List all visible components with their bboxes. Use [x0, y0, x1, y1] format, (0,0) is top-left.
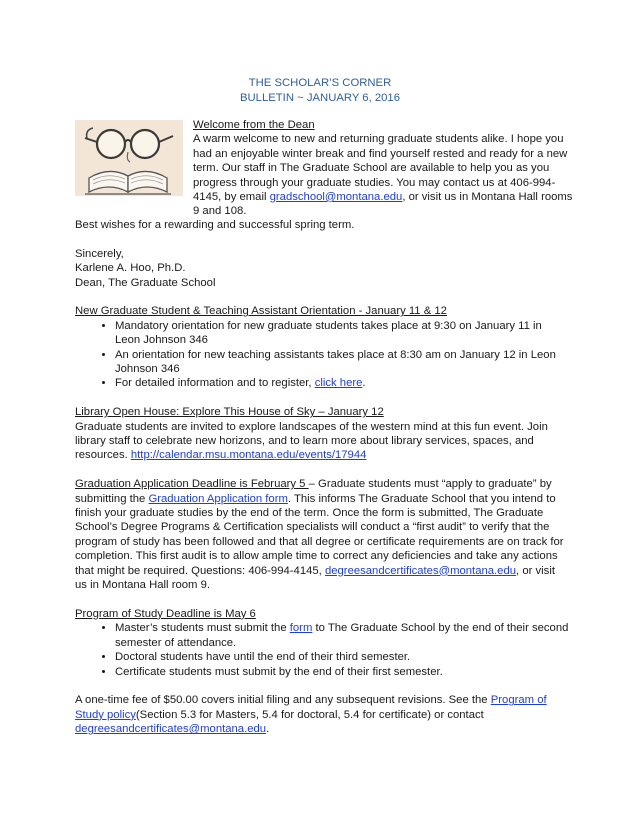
dean-title: Dean, The Graduate School — [75, 276, 216, 289]
welcome-heading: Welcome from the Dean — [193, 119, 315, 131]
list-item: • Doctoral students have until the end of their third semester. — [115, 650, 570, 664]
library-heading: Library Open House: Explore This House of Sky – January 12 — [75, 406, 384, 419]
graduation-text-2: . This informs The Graduate School that you intend to finish your graduate studies by the end of the term. Once the form is submitted, The Graduate School’s Degree Programs & Certification specialists will conduct a “first audit” to verify that the program of study has been followed and that all degree or certificate requirements are on track for completion. This first audit is to allow ample time to correct any deficiencies and take any actions that might be required. Questions: 406-994-4145, — [75, 492, 564, 577]
list-item: • Mandatory orientation for new graduate students takes place at 9:30 on January 11 in Leon Johnson 346 — [115, 319, 570, 348]
program-heading: Program of Study Deadline is May 6 — [75, 607, 256, 620]
list-item-text: For detailed information and to register, — [115, 377, 315, 390]
welcome-section — [193, 118, 573, 219]
list-item-text-end: to The Graduate School by the end of their second semester of attendance. — [115, 622, 569, 649]
sincerely: Sincerely, — [75, 247, 124, 260]
dean-name: Karlene A. Hoo, Ph.D. — [75, 262, 186, 275]
library-paragraph — [75, 420, 570, 463]
program-form-link[interactable]: form — [289, 622, 313, 635]
fee-paragraph — [75, 693, 570, 736]
bulletin-title: THE SCHOLAR’S CORNER — [248, 77, 392, 89]
fee-text-3: . — [266, 723, 270, 736]
graduation-text-3: , or visit us in Montana Hall room 9. — [75, 564, 555, 592]
list-item: • An orientation for new teaching assistants takes place at 8:30 am on January 12 in Leon Johnson 346 — [115, 348, 570, 377]
library-text: Graduate students are invited to explore landscapes of the western mind at this fun event. Join library staff to celebrate new horizons, and to learn more about library services, spaces, and resources. — [75, 420, 548, 462]
degrees-email-link[interactable]: degreesandcertificates@montana.edu — [324, 564, 517, 577]
graduation-application-link[interactable]: Graduation Application form — [148, 492, 288, 505]
orientation-heading: New Graduate Student & Teaching Assistant Orientation - January 11 & 12 — [75, 305, 447, 318]
register-link[interactable]: click here — [314, 377, 363, 390]
graduation-heading: Graduation Application Deadline is February 5 — [75, 478, 309, 491]
orientation-list — [75, 319, 570, 391]
reading-glasses-book-icon — [75, 120, 183, 196]
list-item: • Certificate students must submit by the end of their first semester. — [115, 665, 570, 679]
list-item-text-end: . — [362, 377, 366, 390]
graduation-paragraph — [75, 477, 570, 592]
program-policy-link[interactable]: Program of Study policy — [75, 694, 547, 721]
list-item — [115, 621, 570, 650]
welcome-text-end: , or visit us in Montana Hall rooms 9 and 108. — [193, 191, 573, 218]
fee-text: A one-time fee of $50.00 covers initial filing and any subsequent revisions. See the — [75, 694, 491, 707]
bulletin-header — [0, 76, 640, 106]
best-wishes: Best wishes for a rewarding and successful spring term. — [75, 219, 355, 231]
list-item-text: Master’s students must submit the — [115, 622, 290, 635]
fee-text-2: (Section 5.3 for Masters, 5.4 for doctoral, 5.4 for certificate) or contact — [135, 708, 484, 721]
main-content — [75, 218, 570, 737]
program-list — [75, 621, 570, 679]
library-event-link[interactable]: http://calendar.msu.montana.edu/events/17944 — [130, 449, 367, 462]
gradschool-email-link[interactable]: gradschool@montana.edu — [269, 191, 403, 204]
welcome-paragraph — [193, 132, 573, 218]
bulletin-date: BULLETIN ~ JANUARY 6, 2016 — [239, 92, 400, 104]
welcome-text: A warm welcome to new and returning graduate students alike. I hope you had an enjoyable winter break and find yourself rested and ready for a new term. Our staff in The Graduate School are available to help you as you progress through your graduate studies. You may contact us at 406-994-4145, by email — [193, 133, 568, 204]
fee-email-link[interactable]: degreesandcertificates@montana.edu — [75, 723, 267, 736]
graduation-text: – Graduate students must “apply to graduate” by submitting the — [75, 478, 552, 505]
list-item — [115, 376, 570, 390]
